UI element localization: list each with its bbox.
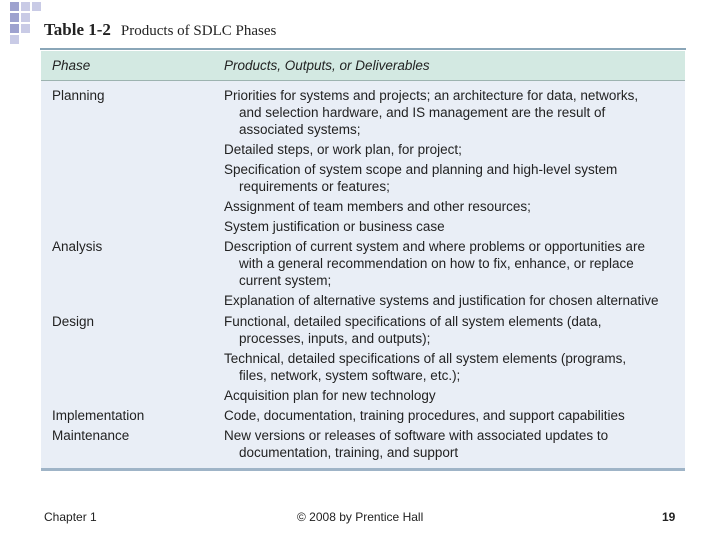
product-line: associated systems; — [239, 122, 361, 137]
product-line: files, network, system software, etc.); — [239, 368, 461, 383]
product-line: Functional, detailed specifications of all system elements (data, — [224, 314, 602, 329]
product-line: Detailed steps, or work plan, for project; — [224, 142, 462, 157]
product-line: Technical, detailed specifications of all system elements (programs, — [224, 351, 627, 366]
product-line: documentation, training, and support — [239, 445, 459, 460]
phase-analysis: Analysis — [52, 239, 103, 254]
table-number: Table 1-2 — [44, 20, 111, 39]
product-line: processes, inputs, and outputs); — [239, 331, 431, 346]
decor-square — [32, 2, 41, 11]
product-line: Code, documentation, training procedures, and support capabilities — [224, 408, 625, 423]
decor-square — [21, 2, 30, 11]
table-header — [41, 51, 685, 81]
footer-chapter: Chapter 1 — [44, 510, 97, 524]
phase-implementation: Implementation — [52, 408, 145, 423]
product-line: current system; — [239, 273, 332, 288]
table-caption: Products of SDLC Phases — [120, 23, 277, 39]
product-line: Specification of system scope and planning and high-level system — [224, 162, 618, 177]
decor-square — [10, 35, 19, 44]
phase-maintenance: Maintenance — [52, 428, 130, 443]
product-line: New versions or releases of software with associated updates to — [224, 428, 609, 443]
decor-square — [10, 2, 19, 11]
decor-square — [10, 13, 19, 22]
sdlc-table — [41, 51, 685, 471]
page-number: 19 — [662, 510, 676, 524]
phase-design: Design — [52, 314, 95, 329]
product-line: Description of current system and where problems or opportunities are — [224, 239, 645, 254]
phase-planning: Planning — [52, 88, 105, 103]
header-products: Products, Outputs, or Deliverables — [224, 58, 430, 73]
decor-square — [21, 24, 30, 33]
decor-square — [21, 13, 30, 22]
product-line: with a general recommendation on how to fix, enhance, or replace — [239, 256, 634, 271]
product-line: Priorities for systems and projects; an architecture for data, networks, — [224, 88, 639, 103]
title-divider — [40, 48, 686, 50]
product-line: System justification or business case — [224, 219, 445, 234]
product-line: requirements or features; — [239, 179, 390, 194]
product-line: Assignment of team members and other resources; — [224, 199, 531, 214]
product-line: Explanation of alternative systems and justification for chosen alternative — [224, 293, 659, 308]
product-line: and selection hardware, and IS management are the result of — [239, 105, 606, 120]
footer-copyright: © 2008 by Prentice Hall — [297, 510, 424, 524]
header-phase: Phase — [52, 58, 91, 73]
product-line: Acquisition plan for new technology — [224, 388, 436, 403]
decor-square — [10, 24, 19, 33]
table-title — [44, 20, 276, 40]
